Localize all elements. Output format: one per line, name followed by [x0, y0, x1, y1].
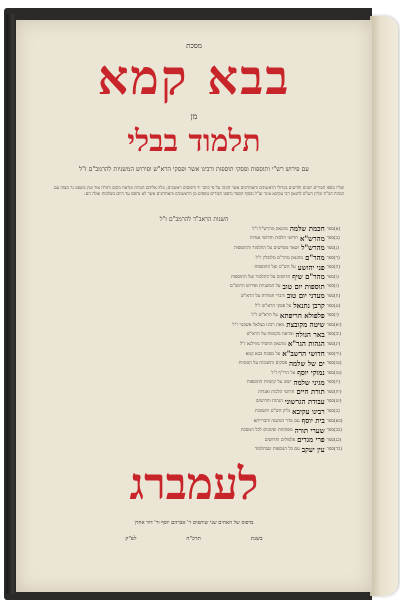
item-number: (ב) [334, 236, 340, 242]
item-number: (ח) [334, 293, 341, 299]
item-description: ומראה מקומות על הרא"ש [246, 332, 294, 338]
item-name: רבינו עקיבא [292, 406, 325, 416]
item-description: על הרא"ש ז"ל [251, 313, 278, 319]
item-description: חדושי הלכות וחדושי אגדות [249, 236, 298, 242]
list-item [52, 272, 344, 282]
list-item [52, 262, 344, 272]
list-item [52, 416, 344, 426]
item-number: (טז) [334, 370, 342, 376]
intro-line-2: ובסוף הספר נדפסו חבורים נוספים מן הראשונים והאחרונים אשר לא נדפסו עד היום בשלמות ואלה הם: [84, 191, 254, 197]
item-name: פרי מגדים [297, 435, 325, 445]
item-number: (ג) [334, 245, 340, 251]
item-prefix: ספר [326, 361, 334, 367]
year-line [16, 536, 372, 542]
item-number: (ט) [334, 303, 341, 309]
item-number: (כג) [334, 437, 342, 443]
item-description: מהגאון החסיד מווילנא ז"ל [239, 341, 286, 347]
intro-paragraph [54, 186, 344, 197]
item-name: קרבן נתנאל [293, 301, 325, 311]
list-item [52, 378, 344, 388]
list-item [52, 282, 344, 292]
year-era: לפ"ק [125, 536, 137, 542]
item-description: מהגאון מהר"ם מלובלין ז"ל [255, 255, 304, 261]
item-description: מאת רבינו בצלאל אשכנזי ז"ל [232, 322, 285, 328]
item-prefix: ספר [326, 351, 334, 357]
item-description: על פסקי הרא"ש ז"ל [254, 303, 292, 309]
item-prefix: ספר [326, 322, 334, 328]
list-item [52, 425, 344, 435]
item-number: (ה) [334, 265, 341, 271]
item-prefix: ספר [326, 255, 334, 261]
item-name: פלפולא חריפתא [279, 310, 325, 320]
item-description: ושאר מפרשים על התלמוד והתוספות [233, 245, 300, 251]
item-number: (י) [334, 313, 339, 319]
item-name: הגהות הגר"א [287, 339, 325, 349]
item-prefix: ספר [326, 428, 334, 434]
subtitle: עם פירוש רש"י ותוספות ופסקי תוספות ורבינו אשר ופסקי הרא"ש ופירוש המשניות להרמב"ם ז"ל [79, 166, 309, 173]
item-prefix: ספר [326, 284, 334, 290]
item-description: חדושי הלכות ואגדות [258, 389, 295, 395]
item-name: בית יוסף [301, 416, 325, 426]
list-item [52, 234, 344, 244]
item-name: חדושי הרשב"א [282, 349, 325, 359]
item-prefix: ספר [326, 313, 334, 319]
list-item [52, 310, 344, 320]
item-description: ודברי חמודות על הרא"ש [240, 293, 285, 299]
item-description: עם כל הנוספות שבתלמוד [254, 447, 300, 453]
item-description: על המשניות ופירוש הרמב"ם [229, 284, 281, 290]
item-number: (כד) [334, 447, 343, 453]
item-prefix: ספר [326, 341, 334, 347]
item-number: (יז) [334, 380, 341, 386]
year-value: תרכ"ה [186, 536, 201, 542]
list-item [52, 243, 344, 253]
item-description: מהגאון מהרש"ל ז"ל [252, 226, 288, 232]
item-description: פלפולים וחדושים [264, 437, 296, 443]
item-prefix: ספר [326, 303, 334, 309]
item-description: פסקים ותשובות על הסוגיות [238, 361, 287, 367]
item-number: (טו) [334, 361, 342, 367]
item-number: (יד) [334, 351, 341, 357]
item-number: (כב) [334, 428, 343, 434]
item-prefix: ספר [326, 236, 334, 242]
list-item [52, 445, 344, 455]
item-number: (יא) [334, 322, 342, 328]
item-number: (כ) [334, 409, 340, 415]
item-name: נמוקי יוסף [297, 368, 325, 378]
item-name: עבודת הגרשוני [284, 396, 325, 406]
item-prefix: ספר [326, 447, 334, 453]
list-item [52, 358, 344, 368]
item-number: (כא) [334, 418, 343, 424]
item-number: (ו) [334, 274, 339, 280]
item-name: מהרש"ל [301, 243, 325, 253]
item-name: עין יעקב [301, 444, 325, 454]
item-name: מהר"ם שיף [292, 272, 325, 282]
title-page [16, 20, 372, 592]
list-item [52, 368, 344, 378]
item-name: ים של שלמה [289, 358, 325, 368]
item-prefix: ספר [326, 265, 334, 271]
item-name: שערי תורה [294, 425, 325, 435]
item-name: מעדני יום טוב [286, 291, 325, 301]
item-prefix: ספר [326, 245, 334, 251]
item-description: עם סדר המשנה והברייתא [253, 418, 300, 424]
item-description: מפתחות וסימנים לכל המסכת [240, 428, 293, 434]
item-name: תורת חיים [296, 387, 325, 397]
item-name: חכמת שלמה [289, 224, 325, 234]
item-name: באר הגולה [295, 329, 325, 339]
item-prefix: ספר [326, 274, 334, 280]
item-number: (יג) [334, 341, 341, 347]
list-item [52, 320, 344, 330]
item-name: שיטה מקובצת [286, 320, 325, 330]
printing-place: לעמברג [129, 459, 259, 510]
list-item [52, 339, 344, 349]
item-description: ישוב על קושיות התוספות [246, 380, 292, 386]
item-description: הגהות וחדושים [256, 399, 283, 405]
list-item [52, 253, 344, 263]
item-prefix: ספר [326, 332, 334, 338]
item-number: (יט) [334, 399, 342, 405]
list-item [52, 387, 344, 397]
item-prefix: ספר [326, 380, 334, 386]
list-item [52, 349, 344, 359]
item-number: (א) [334, 226, 341, 232]
list-item [52, 397, 344, 407]
item-prefix: ספר [326, 399, 334, 405]
year-word: בשנת [250, 536, 263, 542]
item-prefix: ספר [326, 437, 334, 443]
hasagot-heading: השגות הראב"ד להרמב"ם ז"ל [159, 216, 229, 223]
item-description: על הש"ס ועל התוספות [254, 265, 296, 271]
list-item [52, 330, 344, 340]
item-number: (ד) [334, 255, 340, 261]
list-item [52, 291, 344, 301]
min-label: מן [190, 112, 198, 121]
item-number: (יב) [334, 332, 342, 338]
item-prefix: ספר [326, 293, 334, 299]
item-prefix: ספר [326, 370, 334, 376]
item-name: מהרש"א [300, 233, 325, 243]
item-number: (ז) [334, 284, 339, 290]
facing-page-edge [370, 16, 398, 596]
item-name: מהר"ם [305, 253, 325, 263]
item-description: על מסכת בבא קמא [245, 351, 281, 357]
book-spine [6, 14, 14, 594]
item-prefix: ספר [326, 409, 334, 415]
item-prefix: ספר [326, 418, 334, 424]
item-name: מגיני שלמה [293, 377, 325, 387]
book [4, 6, 396, 602]
list-item [52, 406, 344, 416]
contents-list [52, 224, 344, 454]
item-description: על הרי"ף ז"ל [271, 370, 296, 376]
item-name: תוספות יום טוב [282, 281, 325, 291]
masechet-label: מסכת [186, 42, 202, 50]
list-item [52, 435, 344, 445]
tractate-title: בבא קמא [97, 50, 291, 106]
printer-line: בדפוס של האחים שני שותפים ר' אברהם יוסף ור' דוד אחרן [134, 520, 254, 526]
item-description: חדושים על התלמוד ועל התוספות [230, 274, 291, 280]
item-number: (יח) [334, 389, 342, 395]
item-description: גליון הש"ס ותשובות [254, 409, 291, 415]
item-prefix: ספר [326, 389, 334, 395]
intro-line-1: ועליו נוספו חבורים ישנים וחדשים מגדולי הראשונים והאחרונים אשר הוגהו על פי כתבי יד ודפוסים ראשונים, ונלוו אליהם הגהות ומראה מקום ותורה אור ועין משפט נר מצוה עם הגהות הב"ח וגליון הש"ס להגאון רבי עקיבא איגר זצ"ל [54, 186, 344, 197]
item-prefix: ספר [326, 226, 334, 232]
list-item [52, 301, 344, 311]
talmud-title: תלמוד בבלי [127, 124, 261, 159]
item-name: פני יהושע [297, 262, 325, 272]
list-item [52, 224, 344, 234]
